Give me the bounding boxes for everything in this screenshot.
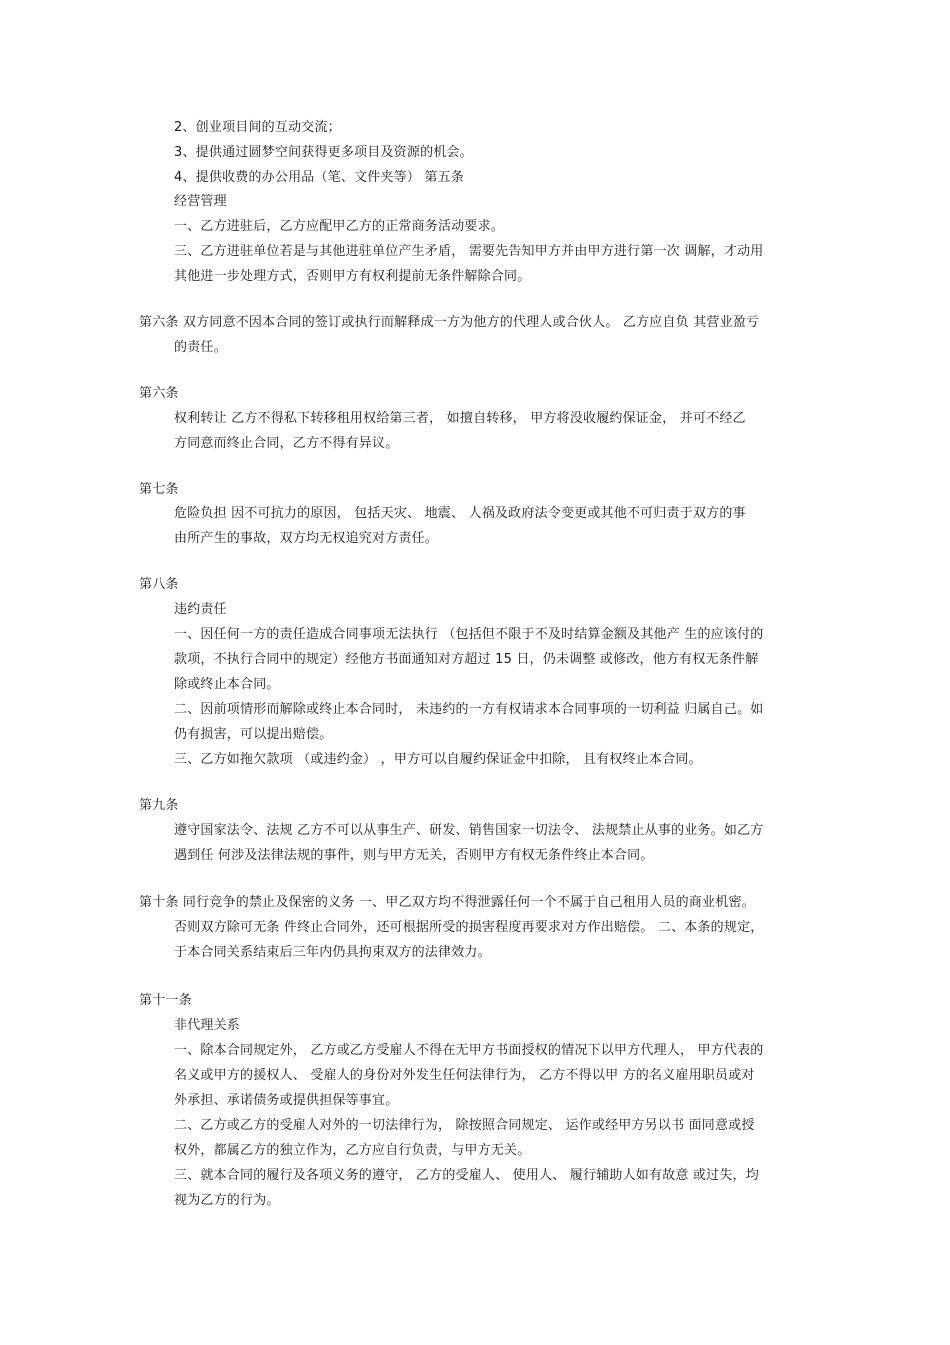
paragraph-line: 一、因任何一方的责任造成合同事项无法执行 （包括但不限于不及时结算金额及其他产 生的应该付的 [174,627,764,642]
paragraph-line: 的责任。 [174,340,227,355]
paragraph-line: 一、除本合同规定外， 乙方或乙方受雇人不得在无甲方书面授权的情况下以甲方代理人， 甲方代表的 [174,1043,764,1058]
paragraph-line: 否则双方除可无条 件终止合同外，还可根据所受的损害程度再要求对方作出赔偿。 二、本条的规定， [174,920,764,935]
paragraph-line: 由所产生的事故，双方均无权追究对方责任。 [174,531,439,546]
paragraph-line: 权利转让 乙方不得私下转移租用权给第三者， 如擅自转移， 甲方将没收履约保证金， 并可不经乙 [174,411,746,426]
article-heading-8: 第八条 [139,577,179,592]
paragraph-line: 一、乙方进驻后，乙方应配甲乙方的正常商务活动要求。 [174,219,505,234]
section-title-breach: 违约责任 [174,602,227,617]
paragraph-line: 三、乙方如拖欠款项 （或违约金） ，甲方可以自履约保证金中扣除， 且有权终止本合同。 [174,752,702,767]
article-heading-6: 第六条 双方同意不因本合同的签订或执行而解释成一方为他方的代理人或合伙人。 乙方应自负 其营业盈亏 [139,315,760,330]
paragraph-line: 视为乙方的行为。 [174,1193,280,1208]
paragraph-line: 其他进一步处理方式，否则甲方有权利提前无条件解除合同。 [174,269,531,284]
article-heading-9: 第九条 [139,798,179,813]
article-heading-11: 第十一条 [139,993,192,1008]
paragraph-line: 遇到任 何涉及法律法规的事件，则与甲方无关，否则甲方有权无条件终止本合同。 [174,848,654,863]
paragraph-line: 权外，都属乙方的独立作为，乙方应自行负责，与甲方无关。 [174,1143,531,1158]
paragraph-line: 二、乙方或乙方的受雇人对外的一切法律行为， 除按照合同规定、 运作或经甲方另以书 面同意或授 [174,1118,755,1133]
article-heading-10: 第十条 同行竞争的禁止及保密的义务 一、甲乙双方均不得泄露任何一个不属于自己租用人员的商业机密。 [139,895,755,910]
paragraph-line: 仍有损害，可以提出赔偿。 [174,727,333,742]
paragraph-line: 名义或甲方的援权人、 受雇人的身份对外发生任何法律行为， 乙方不得以甲 方的名义雇用职员或对 [174,1068,755,1083]
list-item-4: 4、提供收费的办公用品（笔、文件夹等） 第五条 [174,170,465,185]
paragraph-line: 三、就本合同的履行及各项义务的遵守， 乙方的受雇人、 使用人、 履行辅助人如有故意 或过失，均 [174,1168,759,1183]
article-heading-6b: 第六条 [139,386,179,401]
paragraph-line: 危险负担 因不可抗力的原因， 包括天灾、 地震、 人祸及政府法令变更或其他不可归责于双方的事 [174,506,746,521]
paragraph-line: 遵守国家法令、法规 乙方不可以从事生产、研发、销售国家一切法令、 法规禁止从事的业务。如乙方 [174,823,764,838]
article-heading-7: 第七条 [139,482,179,497]
section-title-operations: 经营管理 [174,194,227,209]
paragraph-line: 三、乙方进驻单位若是与其他进驻单位产生矛盾， 需要先告知甲方并由甲方进行第一次 调解，才动用 [174,244,764,259]
section-title-non-agency: 非代理关系 [174,1018,241,1033]
paragraph-line: 外承担、承诺债务或提供担保等事宜。 [174,1093,399,1108]
paragraph-line: 除或终止本合同。 [174,677,280,692]
list-item-2: 2、创业项目间的互动交流； [174,120,341,135]
list-item-3: 3、提供通过圆梦空间获得更多项目及资源的机会。 [174,145,473,160]
paragraph-line: 于本合同关系结束后三年内仍具拘束双方的法律效力。 [174,945,491,960]
paragraph-line: 方同意而终止合同，乙方不得有异议。 [174,436,399,451]
paragraph-line: 二、因前项情形而解除或终止本合同时， 未违约的一方有权请求本合同事项的一切利益 归属自己。如 [174,702,764,717]
paragraph-line: 款项，不执行合同中的规定）经他方书面通知对方超过 15 日，仍未调整 或修改，他方有权无条件解 [174,652,759,667]
